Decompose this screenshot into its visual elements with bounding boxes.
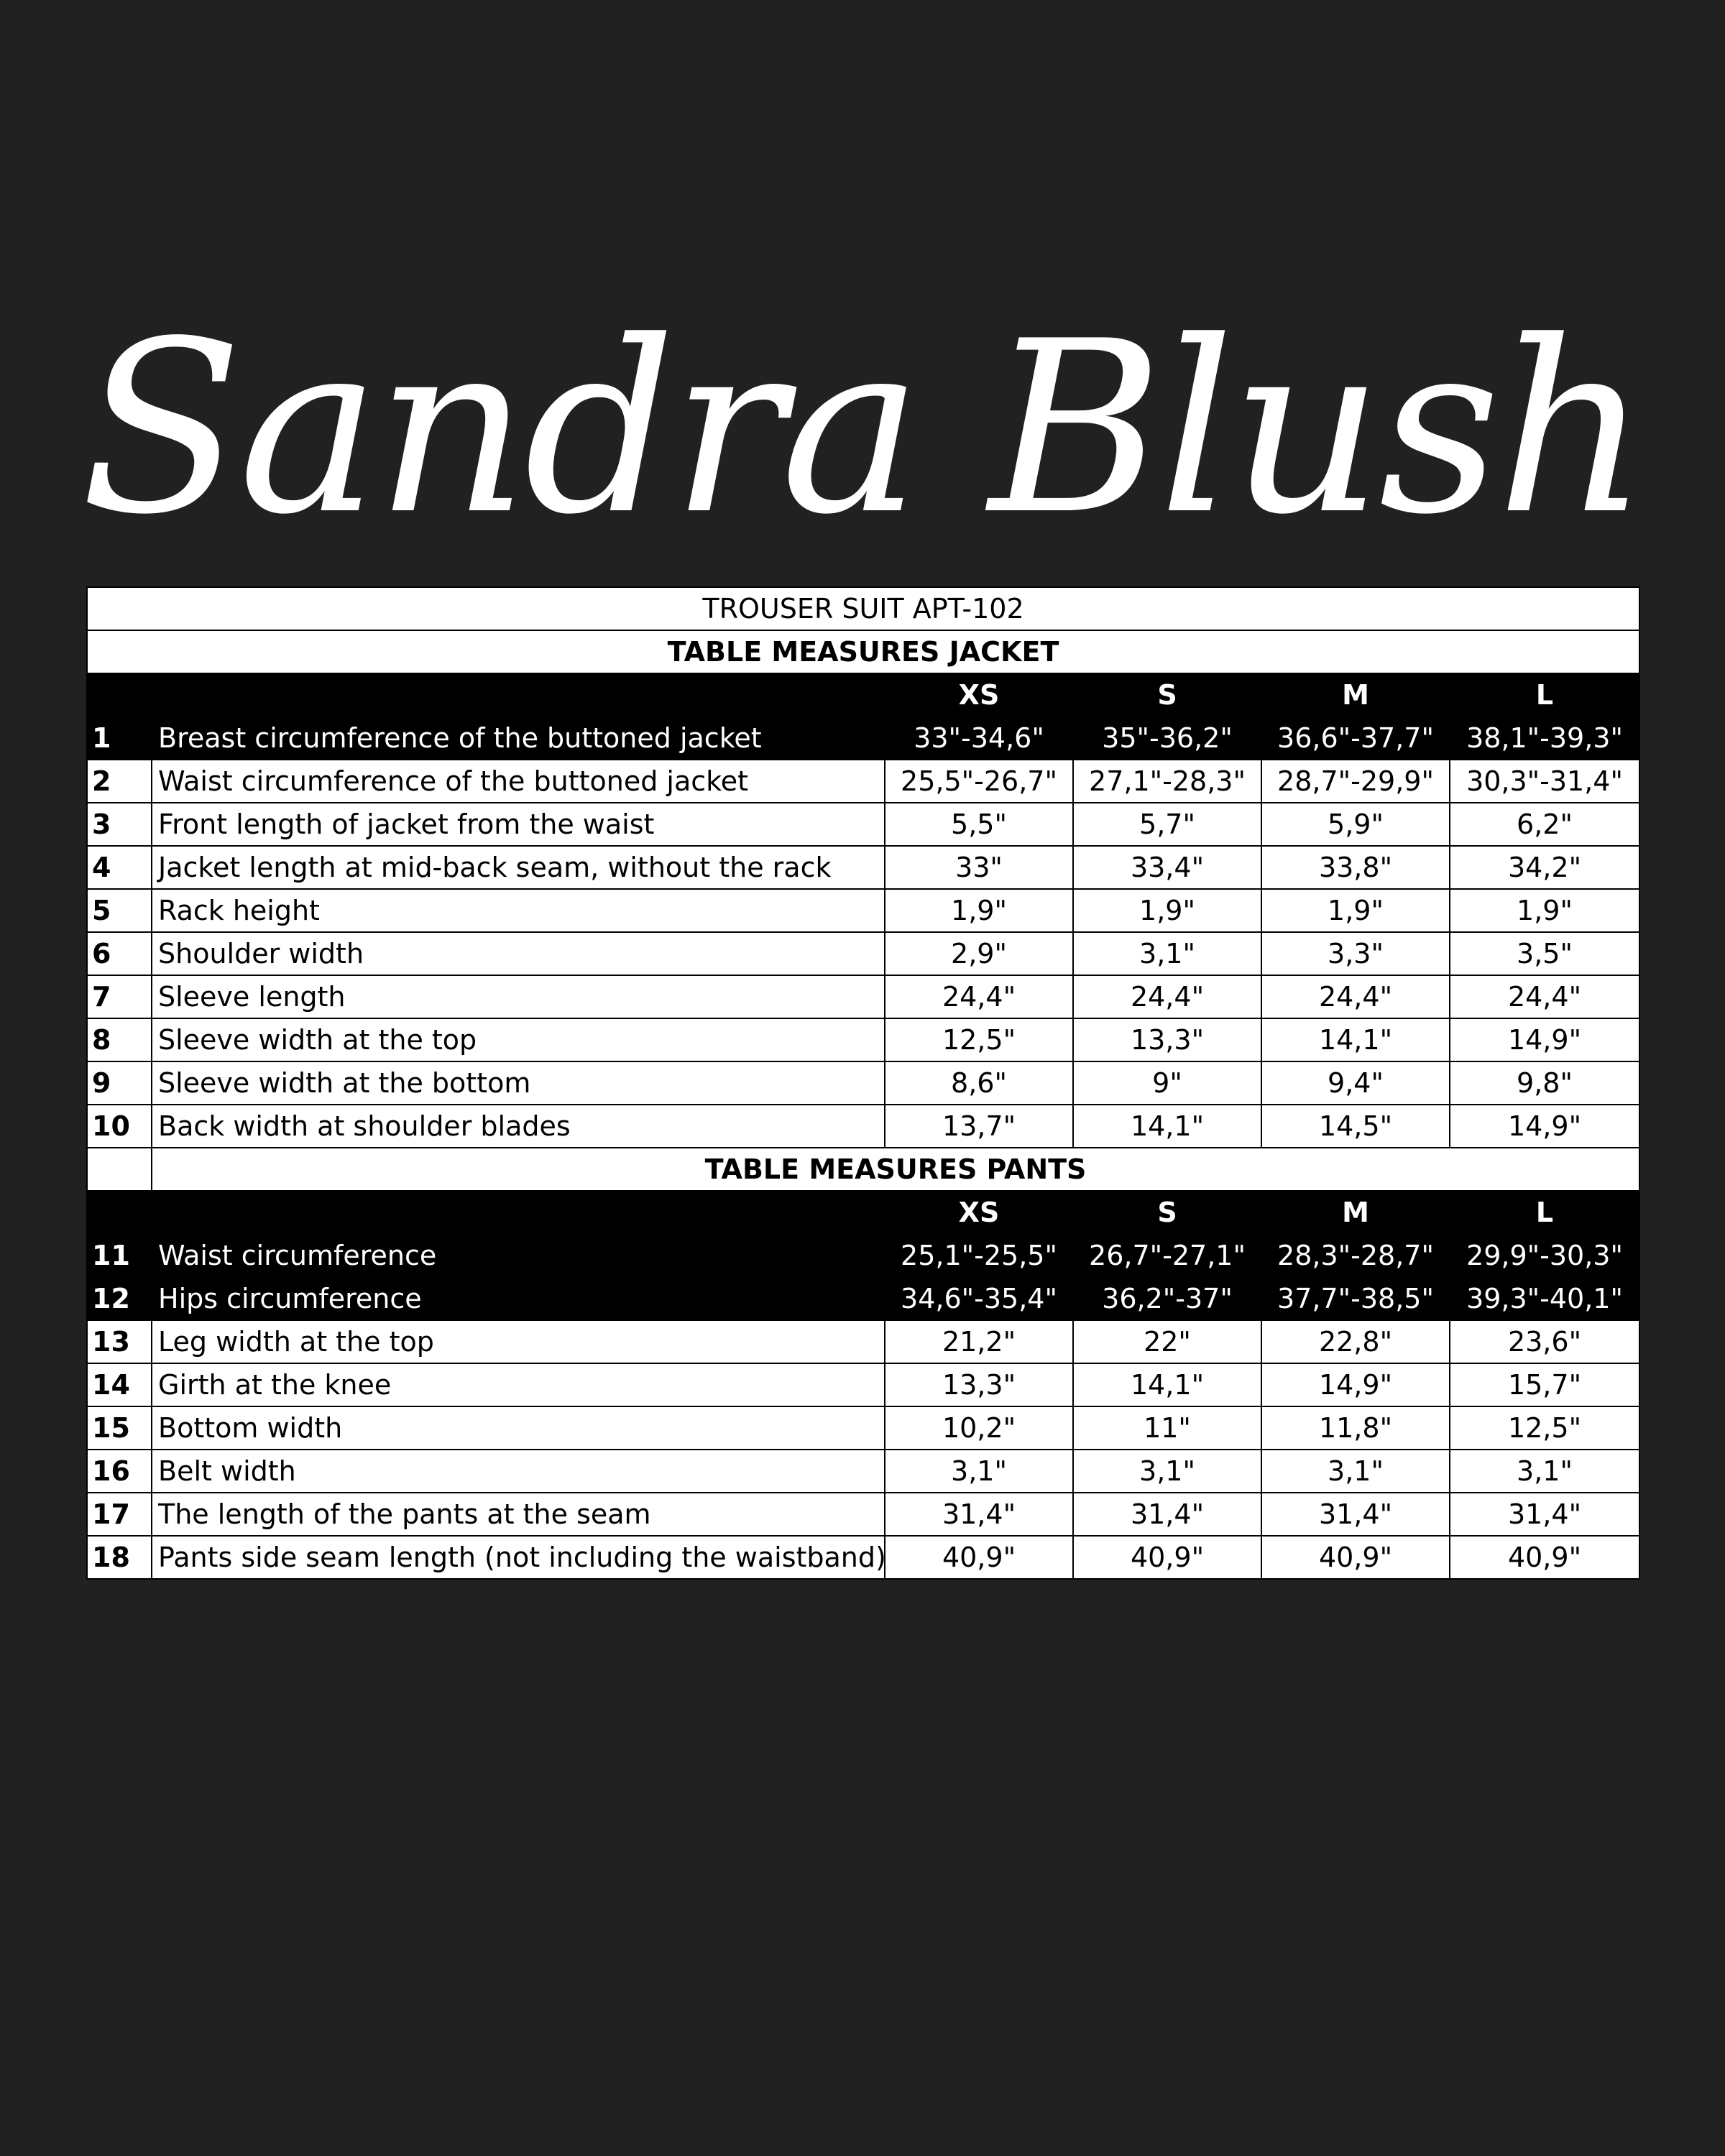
measure-value-l: 31,4" <box>1450 1493 1639 1536</box>
row-number: 17 <box>87 1493 152 1536</box>
row-number: 15 <box>87 1406 152 1450</box>
measure-value-s: 36,2"-37" <box>1073 1277 1261 1320</box>
measure-row <box>87 889 1639 932</box>
header-num-cell <box>87 673 152 717</box>
measure-value-m: 33,8" <box>1261 846 1450 889</box>
measure-value-m: 14,5" <box>1261 1105 1450 1148</box>
measure-label: Hips circumference <box>152 1277 885 1320</box>
measure-label: Front length of jacket from the waist <box>152 803 885 846</box>
measure-value-l: 14,9" <box>1450 1105 1639 1148</box>
measure-label: Sleeve length <box>152 975 885 1018</box>
measure-value-xs: 10,2" <box>885 1406 1073 1450</box>
measure-value-xs: 21,2" <box>885 1320 1073 1363</box>
measure-value-l: 39,3"-40,1" <box>1450 1277 1639 1320</box>
measure-value-xs: 40,9" <box>885 1536 1073 1579</box>
measure-value-m: 36,6"-37,7" <box>1261 717 1450 760</box>
measure-value-xs: 2,9" <box>885 932 1073 975</box>
size-header-m: M <box>1261 1191 1450 1234</box>
measure-row <box>87 803 1639 846</box>
measure-label: Belt width <box>152 1450 885 1493</box>
measure-value-m: 3,1" <box>1261 1450 1450 1493</box>
pants-heading: TABLE MEASURES PANTS <box>152 1148 1639 1191</box>
measure-value-m: 28,7"-29,9" <box>1261 760 1450 803</box>
measure-label: Sleeve width at the top <box>152 1018 885 1061</box>
measure-value-s: 33,4" <box>1073 846 1261 889</box>
measure-label: Bottom width <box>152 1406 885 1450</box>
size-header-s: S <box>1073 673 1261 717</box>
measure-value-m: 1,9" <box>1261 889 1450 932</box>
row-number: 5 <box>87 889 152 932</box>
measure-row <box>87 932 1639 975</box>
row-number: 9 <box>87 1061 152 1105</box>
measure-value-xs: 3,1" <box>885 1450 1073 1493</box>
measure-row <box>87 717 1639 760</box>
measure-label: Rack height <box>152 889 885 932</box>
row-number: 13 <box>87 1320 152 1363</box>
measure-value-xs: 34,6"-35,4" <box>885 1277 1073 1320</box>
measure-value-s: 1,9" <box>1073 889 1261 932</box>
measure-value-xs: 13,3" <box>885 1363 1073 1406</box>
row-number: 1 <box>87 717 152 760</box>
measure-label: Girth at the knee <box>152 1363 885 1406</box>
measure-value-s: 11" <box>1073 1406 1261 1450</box>
measure-value-l: 14,9" <box>1450 1018 1639 1061</box>
measure-value-xs: 12,5" <box>885 1018 1073 1061</box>
measure-value-m: 22,8" <box>1261 1320 1450 1363</box>
measure-value-s: 35"-36,2" <box>1073 717 1261 760</box>
row-number: 2 <box>87 760 152 803</box>
size-header-xs: XS <box>885 673 1073 717</box>
measure-value-s: 14,1" <box>1073 1105 1261 1148</box>
measure-value-l: 3,5" <box>1450 932 1639 975</box>
measure-value-m: 14,1" <box>1261 1018 1450 1061</box>
measure-value-l: 12,5" <box>1450 1406 1639 1450</box>
measure-value-xs: 25,1"-25,5" <box>885 1234 1073 1277</box>
pants-size-header <box>87 1191 1639 1234</box>
measure-value-m: 31,4" <box>1261 1493 1450 1536</box>
measure-value-s: 31,4" <box>1073 1493 1261 1536</box>
measure-value-s: 5,7" <box>1073 803 1261 846</box>
measure-value-l: 30,3"-31,4" <box>1450 760 1639 803</box>
measure-value-l: 3,1" <box>1450 1450 1639 1493</box>
measure-value-m: 14,9" <box>1261 1363 1450 1406</box>
measure-label: Sleeve width at the bottom <box>152 1061 885 1105</box>
measure-value-xs: 25,5"-26,7" <box>885 760 1073 803</box>
pants-heading-row <box>87 1148 1639 1191</box>
size-header-m: M <box>1261 673 1450 717</box>
measure-row <box>87 1105 1639 1148</box>
jacket-heading-row <box>87 630 1639 673</box>
measure-value-m: 3,3" <box>1261 932 1450 975</box>
measure-label: The length of the pants at the seam <box>152 1493 885 1536</box>
row-number: 3 <box>87 803 152 846</box>
jacket-size-header <box>87 673 1639 717</box>
row-number: 7 <box>87 975 152 1018</box>
row-number: 16 <box>87 1450 152 1493</box>
measure-value-s: 14,1" <box>1073 1363 1261 1406</box>
measure-value-s: 9" <box>1073 1061 1261 1105</box>
measure-value-s: 13,3" <box>1073 1018 1261 1061</box>
measure-value-xs: 31,4" <box>885 1493 1073 1536</box>
measure-value-m: 9,4" <box>1261 1061 1450 1105</box>
measure-row <box>87 1277 1639 1320</box>
measure-row <box>87 1320 1639 1363</box>
title-row <box>87 587 1639 630</box>
size-chart-table <box>86 586 1640 1580</box>
measure-value-xs: 33" <box>885 846 1073 889</box>
measure-value-l: 23,6" <box>1450 1320 1639 1363</box>
measure-value-xs: 13,7" <box>885 1105 1073 1148</box>
measure-label: Pants side seam length (not including the waistband) <box>152 1536 885 1579</box>
jacket-heading: TABLE MEASURES JACKET <box>87 630 1639 673</box>
size-header-l: L <box>1450 673 1639 717</box>
measure-row <box>87 1493 1639 1536</box>
row-number: 6 <box>87 932 152 975</box>
header-label-cell <box>152 1191 885 1234</box>
size-header-xs: XS <box>885 1191 1073 1234</box>
measure-value-s: 27,1"-28,3" <box>1073 760 1261 803</box>
brand-name: Sandra Blush <box>80 290 1645 566</box>
measure-label: Back width at shoulder blades <box>152 1105 885 1148</box>
measure-value-s: 26,7"-27,1" <box>1073 1234 1261 1277</box>
measure-value-s: 40,9" <box>1073 1536 1261 1579</box>
measure-row <box>87 1536 1639 1579</box>
measure-value-s: 3,1" <box>1073 1450 1261 1493</box>
size-header-l: L <box>1450 1191 1639 1234</box>
row-number: 4 <box>87 846 152 889</box>
measure-value-m: 40,9" <box>1261 1536 1450 1579</box>
measure-value-l: 40,9" <box>1450 1536 1639 1579</box>
measure-value-l: 15,7" <box>1450 1363 1639 1406</box>
measure-row <box>87 1018 1639 1061</box>
measure-value-xs: 8,6" <box>885 1061 1073 1105</box>
measure-label: Leg width at the top <box>152 1320 885 1363</box>
row-number: 14 <box>87 1363 152 1406</box>
measure-value-l: 24,4" <box>1450 975 1639 1018</box>
measure-label: Breast circumference of the buttoned jacket <box>152 717 885 760</box>
measure-row <box>87 760 1639 803</box>
measure-value-s: 3,1" <box>1073 932 1261 975</box>
measure-value-m: 37,7"-38,5" <box>1261 1277 1450 1320</box>
measure-row <box>87 1061 1639 1105</box>
measure-label: Waist circumference <box>152 1234 885 1277</box>
measure-row <box>87 1406 1639 1450</box>
measure-row <box>87 1363 1639 1406</box>
measure-value-xs: 5,5" <box>885 803 1073 846</box>
measure-value-l: 38,1"-39,3" <box>1450 717 1639 760</box>
measure-value-l: 6,2" <box>1450 803 1639 846</box>
measure-value-s: 22" <box>1073 1320 1261 1363</box>
size-header-s: S <box>1073 1191 1261 1234</box>
measure-value-m: 11,8" <box>1261 1406 1450 1450</box>
row-number: 12 <box>87 1277 152 1320</box>
measure-value-xs: 1,9" <box>885 889 1073 932</box>
measure-value-l: 9,8" <box>1450 1061 1639 1105</box>
measure-value-l: 29,9"-30,3" <box>1450 1234 1639 1277</box>
brand-logo <box>80 290 1645 589</box>
measure-label: Jacket length at mid-back seam, without the rack <box>152 846 885 889</box>
measure-value-m: 28,3"-28,7" <box>1261 1234 1450 1277</box>
measure-row <box>87 1450 1639 1493</box>
measure-row <box>87 1234 1639 1277</box>
row-number: 10 <box>87 1105 152 1148</box>
product-title: TROUSER SUIT APT-102 <box>87 587 1639 630</box>
measure-row <box>87 975 1639 1018</box>
measure-row <box>87 846 1639 889</box>
row-number: 18 <box>87 1536 152 1579</box>
header-num-cell <box>87 1191 152 1234</box>
measure-value-m: 5,9" <box>1261 803 1450 846</box>
measure-label: Waist circumference of the buttoned jacket <box>152 760 885 803</box>
measure-value-l: 34,2" <box>1450 846 1639 889</box>
spacer-cell <box>87 1148 152 1191</box>
measure-value-s: 24,4" <box>1073 975 1261 1018</box>
row-number: 11 <box>87 1234 152 1277</box>
measure-value-m: 24,4" <box>1261 975 1450 1018</box>
measure-value-xs: 24,4" <box>885 975 1073 1018</box>
header-label-cell <box>152 673 885 717</box>
measure-value-xs: 33"-34,6" <box>885 717 1073 760</box>
measure-value-l: 1,9" <box>1450 889 1639 932</box>
measure-label: Shoulder width <box>152 932 885 975</box>
row-number: 8 <box>87 1018 152 1061</box>
